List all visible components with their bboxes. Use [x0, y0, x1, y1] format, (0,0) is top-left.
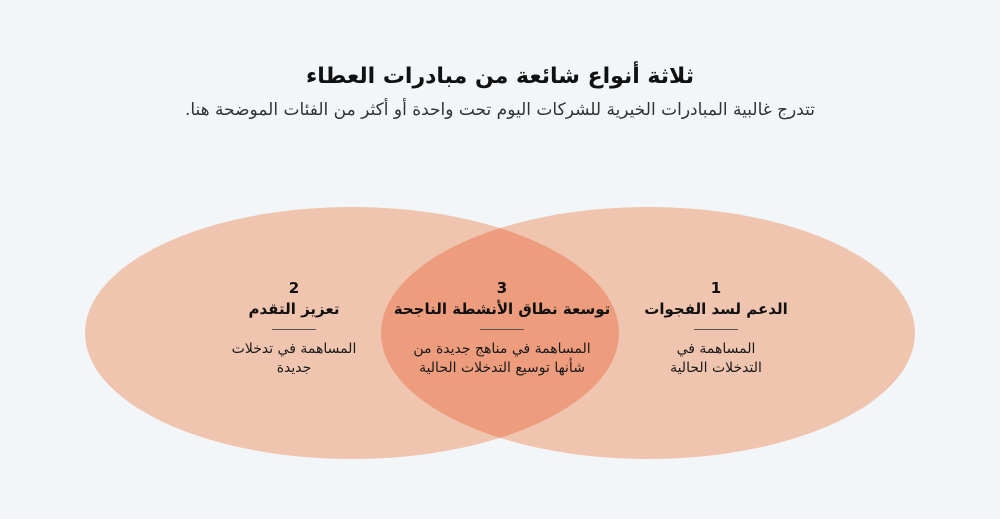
- overlap-number: 3: [496, 279, 508, 297]
- overlap-heading: توسعة نطاق الأنشطة الناجحة: [393, 300, 611, 318]
- circle-1-number: 1: [710, 279, 722, 297]
- page-title: ثلاثة أنواع شائعة من مبادرات العطاء: [306, 64, 694, 89]
- circle-2-description: المساهمة في تدخلات جديدة: [231, 341, 357, 376]
- circle-2-number: 2: [288, 279, 300, 297]
- circle-2-text: [204, 278, 384, 378]
- overlap-text: [392, 278, 612, 378]
- overlap-description: المساهمة في مناهج جديدة من شأنها توسيع التدخلات الحالية: [413, 341, 591, 376]
- circle-1-text: [636, 278, 796, 378]
- overlap-divider: [480, 329, 524, 330]
- page-subtitle: تتدرج غالبية المبادرات الخيرية للشركات اليوم تحت واحدة أو أكثر من الفئات الموضحة هنا.: [184, 100, 816, 120]
- circle-1-description: المساهمة في التدخلات الحالية: [670, 341, 762, 376]
- circle-2-heading: تعزيز التقدم: [248, 300, 340, 318]
- circle-1-divider: [694, 329, 738, 330]
- circle-1-heading: الدعم لسد الفجوات: [644, 300, 788, 318]
- circle-2-divider: [272, 329, 316, 330]
